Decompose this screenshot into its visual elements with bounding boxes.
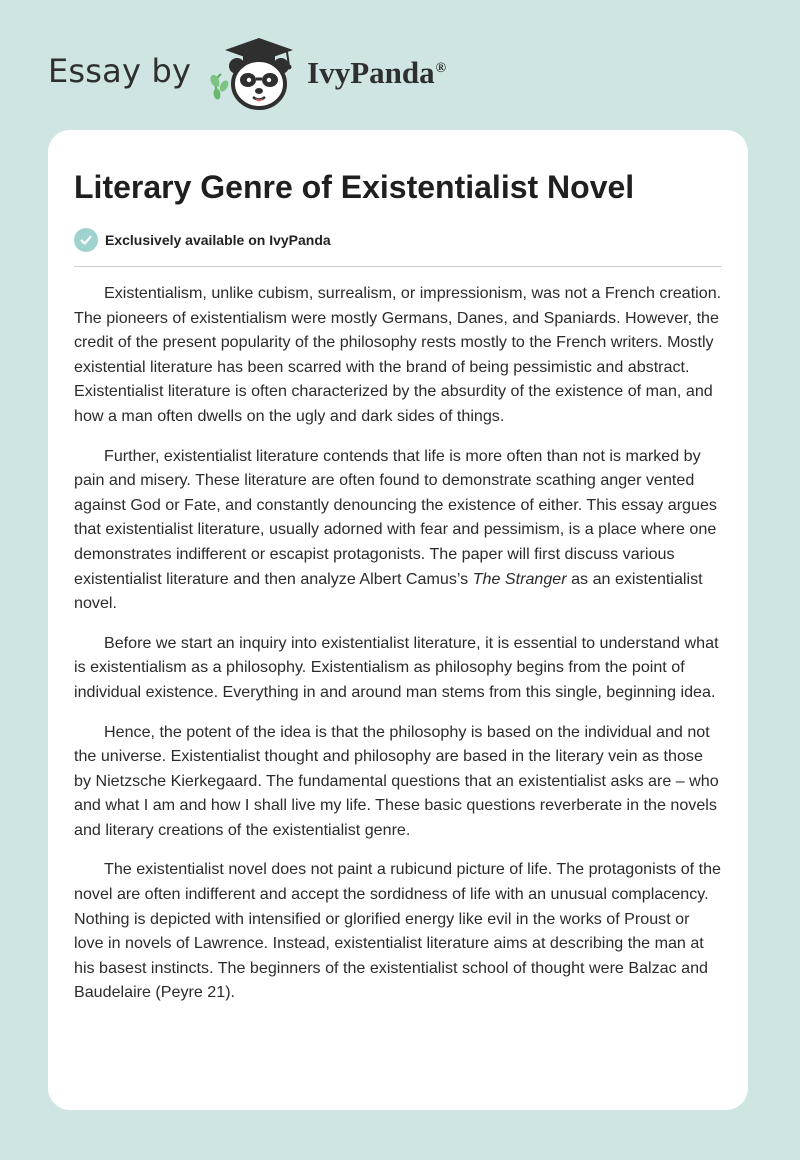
paragraph: The existentialist novel does not paint a rubicund picture of life. The protagonists of the novel are often indifferent and accept the sordidness of life with an unusual complacency. Nothing is depicted with intensified or glorified energy like evil in the works of Proust or love in novels of Lawrence. Instead, existentialist literature aims at describing the man at his basest instincts. The beginners of the existentialist school of thought were Balzac and Baudelaire (Peyre 21). bbox=[74, 860, 722, 1002]
brand-name[interactable] bbox=[307, 55, 446, 91]
brand-header bbox=[48, 34, 446, 114]
page-title: Literary Genre of Existentialist Novel bbox=[74, 169, 635, 205]
essay-body bbox=[74, 281, 722, 1005]
exclusive-badge-row bbox=[74, 228, 722, 252]
exclusive-label: Exclusively available on IvyPanda bbox=[105, 232, 331, 248]
book-title-italic: The Stranger bbox=[472, 569, 567, 588]
registered-mark: ® bbox=[435, 60, 447, 76]
check-circle-icon bbox=[74, 228, 98, 252]
brand-prefix: Essay by bbox=[48, 52, 192, 90]
paragraph-text: Further, existentialist literature contends that life is more often than not is marked by pain and misery. These literature are often found to demonstrate scathing anger vented against God or Fate, and constantly denouncing the existence of either. This essay argues that existentialist literature, usually adorned with fear and pessimism, is a place where one demonstrates indifferent or escapist protagonists. The paper will first discuss various existentialist literature and then analyze Albert Camus’s bbox=[74, 446, 717, 588]
paragraph bbox=[74, 444, 722, 616]
paragraph: Existentialism, unlike cubism, surrealism, or impressionism, was not a French creation. The pioneers of existentialism were mostly Germans, Danes, and Spaniards. However, the credit of the present popularity of the philosophy rests mostly to the French writers. Mostly existential literature has been scarred with the brand of being pessimistic and abstract. Existentialist literature is often characterized by the absurdity of the existence of man, and how a man often dwells on the ugly and dark sides of things. bbox=[74, 284, 722, 425]
paragraph: Before we start an inquiry into existentialist literature, it is essential to understand what is existentialism as a philosophy. Existentialism as philosophy begins from the point of individual existence. Everything in and around man stems from this single, beginning idea. bbox=[74, 633, 719, 701]
brand-name-text: IvyPanda bbox=[307, 55, 435, 90]
paragraph-text: as an existentialist novel. bbox=[74, 569, 703, 613]
paragraph: Hence, the potent of the idea is that the philosophy is based on the individual and not the universe. Existentialist thought and philosophy are based in the literary vein as those by Nietzsche Kierkegaard. The fundamental questions that an existentialist asks are – who and what I am and how I shall live my life. These basic questions reverberate in the novels and literary creations of the existentialist genre. bbox=[74, 722, 719, 839]
panda-graduate-icon[interactable] bbox=[203, 34, 303, 114]
check-mark-icon bbox=[79, 233, 93, 247]
title-divider bbox=[74, 266, 722, 267]
essay-card bbox=[48, 130, 748, 1110]
